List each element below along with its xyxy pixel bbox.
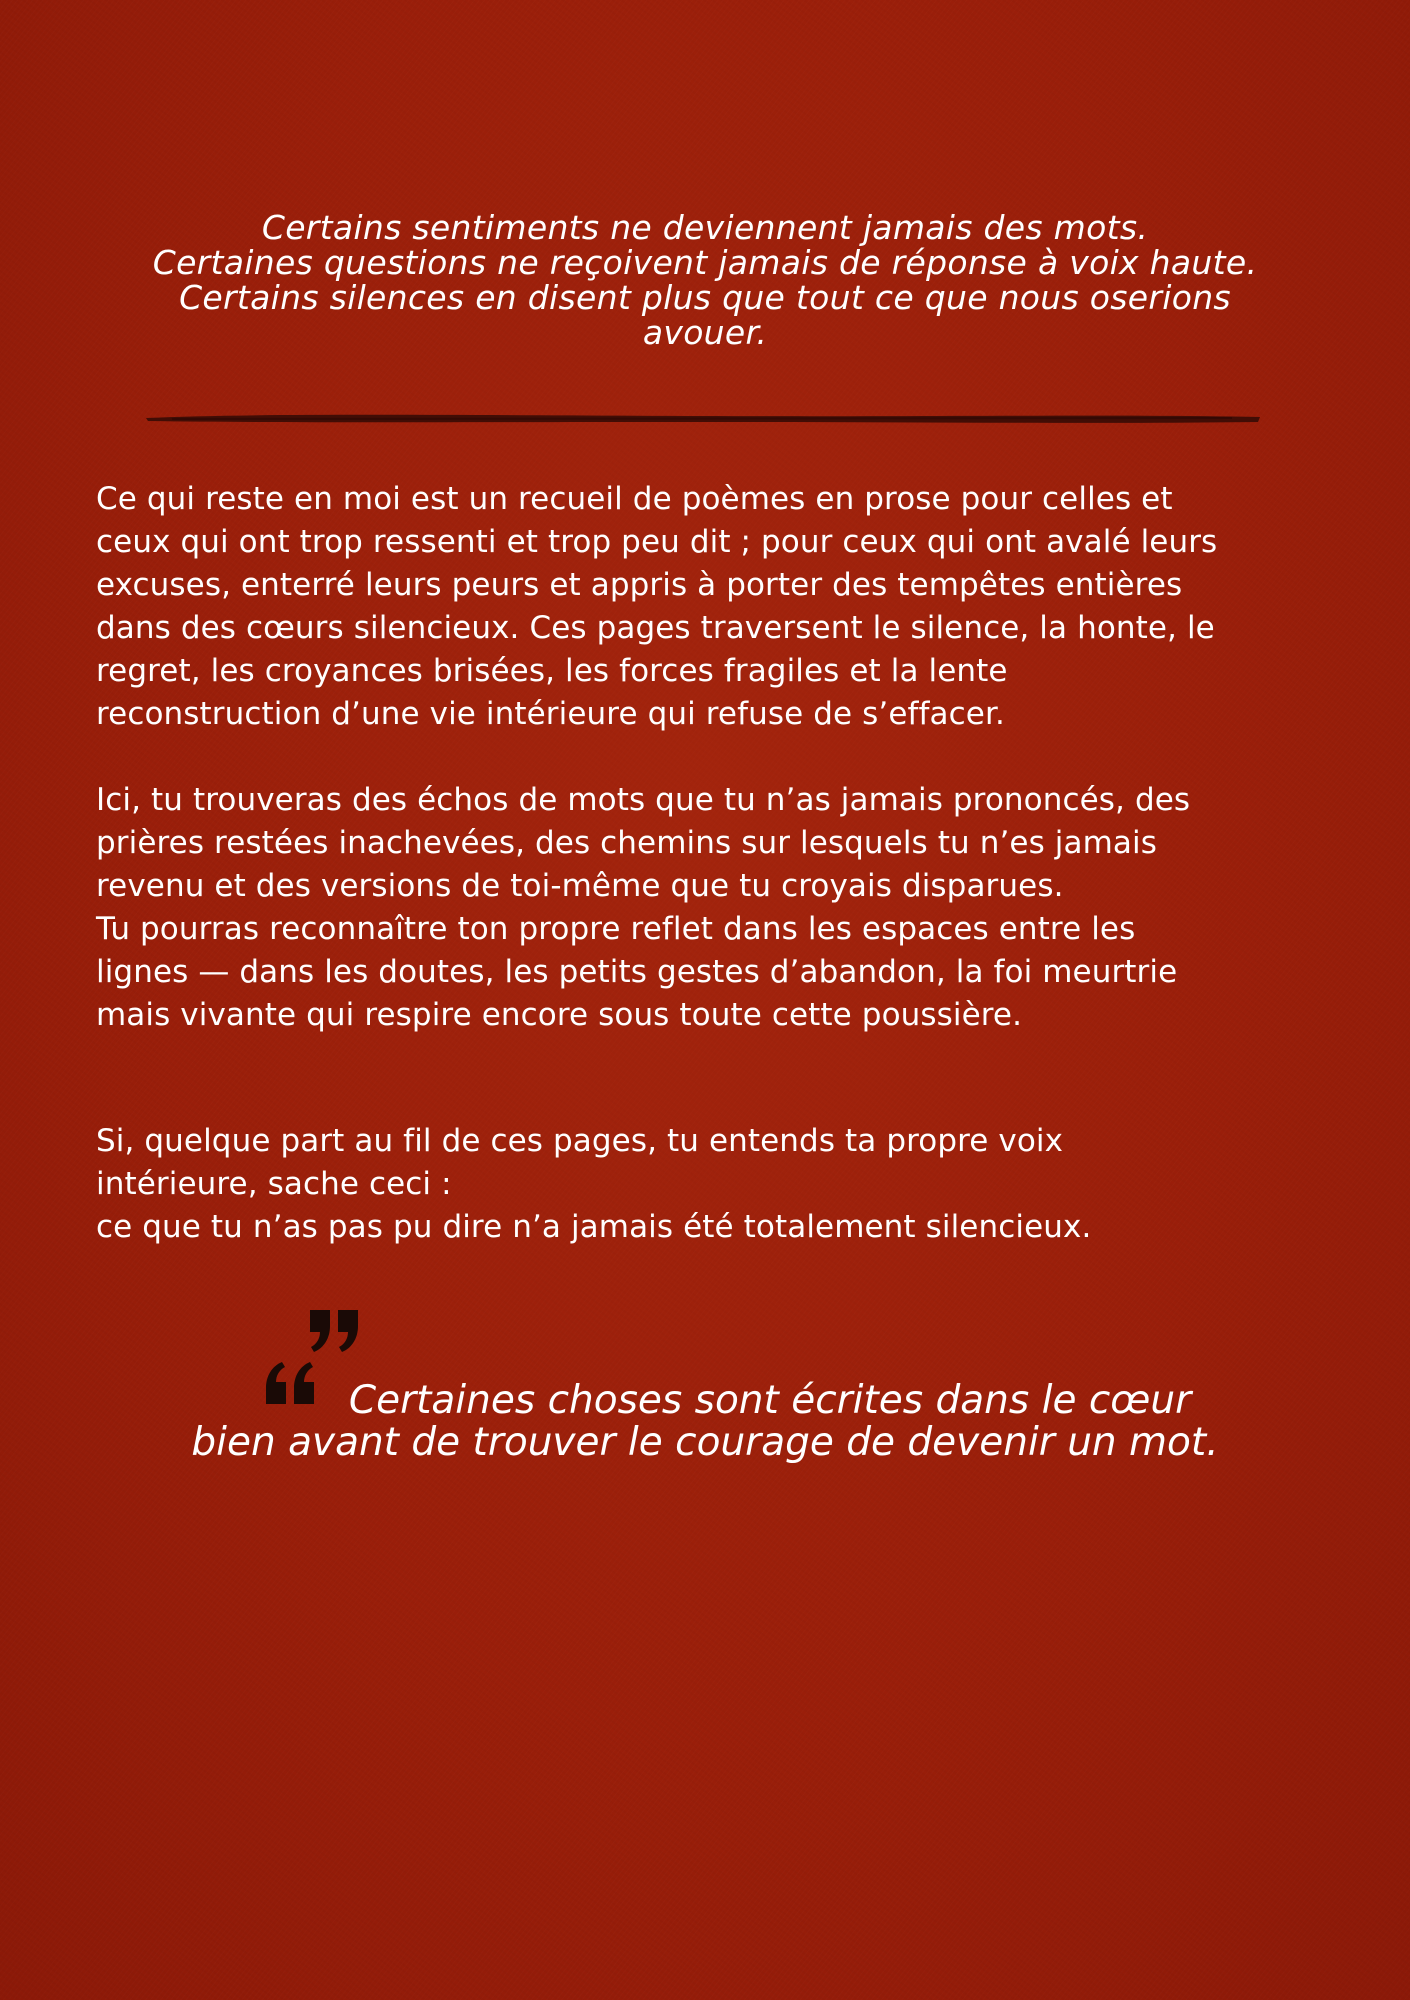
paragraph-line: excuses, enterré leurs peurs et appris à porter des tempêtes entières	[96, 567, 1183, 603]
intro-line: Certaines questions ne reçoivent jamais de réponse à voix haute.	[152, 243, 1258, 282]
intro-line: Certains silences en disent plus que tout ce que nous oserions	[179, 278, 1231, 317]
paragraph-3	[96, 1120, 1336, 1249]
paragraph-line: Si, quelque part au fil de ces pages, tu entends ta propre voix	[96, 1123, 1064, 1159]
paragraph-1	[96, 478, 1336, 736]
quote-line: bien avant de trouver le courage de devenir un mot.	[191, 1420, 1219, 1465]
paragraph-line: regret, les croyances brisées, les forces fragiles et la lente	[96, 653, 1008, 689]
paragraph-line: intérieure, sache ceci :	[96, 1166, 452, 1202]
pull-quote	[130, 1380, 1280, 1464]
paragraph-line: revenu et des versions de toi-même que tu croyais disparues.	[96, 868, 1064, 904]
paragraph-line: ceux qui ont trop ressenti et trop peu dit ; pour ceux qui ont avalé leurs	[96, 524, 1218, 560]
paragraph-line: dans des cœurs silencieux. Ces pages traversent le silence, la honte, le	[96, 610, 1215, 646]
paragraph-line: Tu pourras reconnaître ton propre reflet dans les espaces entre les	[96, 911, 1136, 947]
closing-quote-icon	[306, 1306, 366, 1356]
paragraph-line: prières restées inachevées, des chemins sur lesquels tu n’es jamais	[96, 825, 1157, 861]
paragraph-line: lignes — dans les doutes, les petits gestes d’abandon, la foi meurtrie	[96, 954, 1178, 990]
intro-line: avouer.	[642, 313, 768, 352]
paragraph-line: reconstruction d’une vie intérieure qui refuse de s’effacer.	[96, 696, 1005, 732]
paragraph-2	[96, 779, 1336, 1037]
paragraph-line: Ce qui reste en moi est un recueil de poèmes en prose pour celles et	[96, 481, 1173, 517]
quote-line: Certaines choses sont écrites dans le cœur	[348, 1378, 1192, 1423]
intro-line: Certains sentiments ne deviennent jamais des mots.	[261, 208, 1149, 247]
intro-epigraph	[90, 210, 1320, 350]
paragraph-line: Ici, tu trouveras des échos de mots que tu n’as jamais prononcés, des	[96, 782, 1191, 818]
paragraph-line: ce que tu n’as pas pu dire n’a jamais été totalement silencieux.	[96, 1209, 1092, 1245]
brush-divider	[142, 410, 1264, 426]
paragraph-line: mais vivante qui respire encore sous toute cette poussière.	[96, 997, 1023, 1033]
